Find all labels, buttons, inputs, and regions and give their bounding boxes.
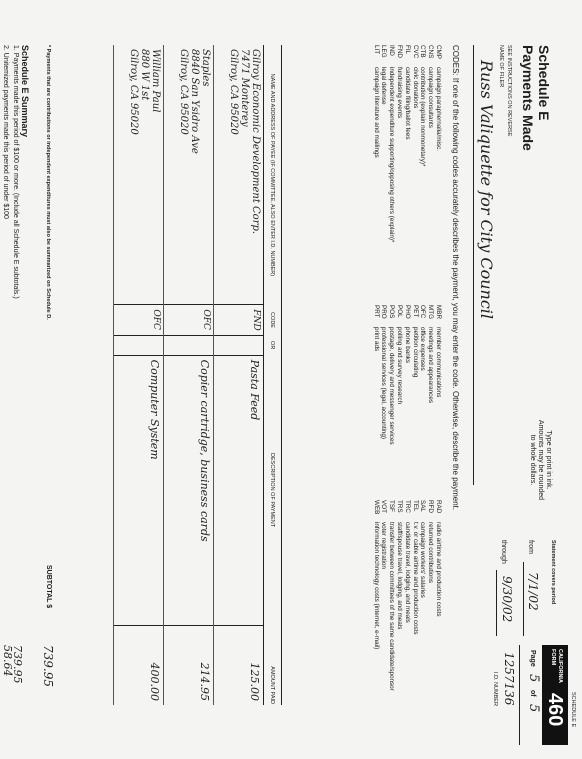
code-key: FND [396,45,404,58]
code-entry [372,500,380,691]
col-header-payee: NAME AND ADDRESS OF PAYEE (IF COMMITTEE, ALSO ENTER I.D. NUMBER) [264,45,282,305]
code-meaning: t.v. or cable airtime and production costs [411,522,419,635]
summary-line-1-label: 1. Payments made this period of $100 or more. (Include all Schedule E subtotals.) [12,45,19,299]
name-of-filer-label: NAME OF FILER [498,45,504,88]
code-key: CVC [411,45,419,59]
table-row [114,45,164,705]
subtotal-value: 739.95 [41,645,55,687]
code-key: CMP [435,45,442,59]
code-meaning: petition circulating [411,327,419,378]
summary-title: Schedule E Summary [20,45,30,138]
amount-paid: 214.95 [164,625,214,705]
amount-paid: 125.00 [214,625,264,705]
code-key: MTG [427,305,435,319]
code-key: RAD [435,500,442,514]
code-key: LIT [372,45,380,55]
code-meaning: fundraising events [396,67,404,119]
col-header-amount: AMOUNT PAID [264,625,282,705]
code-entry [403,45,411,242]
summary-line-1 [10,45,24,705]
payment-code: FND [214,305,264,335]
code-meaning: civic donations [411,67,419,109]
from-value: 7/1/02 [526,572,540,611]
code-entry [380,305,388,445]
payee-name-address [214,45,264,305]
schedule-title-block [520,45,552,151]
code-key: POL [396,305,404,318]
code-meaning: candidate filing/ballot fees [403,67,411,140]
type-note-line-2: Amounts may be rounded [537,419,544,501]
code-meaning: campaign literature and mailings [372,67,380,158]
col-header-description: DESCRIPTION OF PAYMENT [264,355,282,625]
codes-column-3 [372,500,442,691]
code-meaning: returned contributions [427,522,435,583]
code-entry [380,500,388,691]
code-key: RFD [427,500,435,513]
payments-table [113,45,282,705]
code-meaning: independent expenditure supporting/opposing others (explain)* [388,67,396,243]
code-key: PRT [372,305,380,318]
page-value: 5 [526,674,541,683]
code-key: OFC [419,305,427,319]
code-meaning: contribution (explain nonmonetary)* [419,67,427,167]
code-key: TSF [388,500,396,512]
page-label: Page [529,650,536,667]
code-entry [419,500,427,691]
payee-line: 8840 San Ysidro Ave [189,49,200,154]
payments-table-body [114,45,264,705]
col-header-or: OR [264,335,282,355]
code-meaning: candidate travel, lodging, and meals [403,522,411,623]
code-key: LEG [380,45,388,58]
payment-description: Copier cartridge, business cards [164,355,214,625]
code-entry [395,500,403,691]
schedule-subtitle: Payments Made [520,45,536,151]
code-entry [426,500,434,691]
code-entry [419,305,427,445]
code-meaning: polling and survey research [396,327,404,405]
code-entry [411,500,419,691]
schedule-tag: SCHEDULE E [570,692,576,728]
code-key: PET [411,305,419,318]
code-meaning: professional services (legal, accounting) [380,327,388,440]
table-row [214,45,264,705]
code-key: CNS [427,45,435,59]
payee-name-address [164,45,214,305]
code-entry [403,305,411,445]
payee-line: Staples [200,49,211,87]
code-entry [387,45,395,242]
code-meaning: transfer between committees of the same candidate/sponsor [388,522,396,691]
table-header-row [264,45,282,705]
code-key: PHO [403,305,411,319]
code-key: TEL [411,500,419,512]
code-entry [426,45,434,242]
code-meaning: phone banks [403,327,411,364]
code-meaning: campaign workers' salaries [419,522,427,598]
id-number-rule [519,645,520,745]
code-key: MBR [435,305,442,319]
schedule-e-summary [0,45,30,705]
payment-code: OFC [164,305,214,335]
code-entry [403,500,411,691]
payee-line: 7471 Monterey [239,49,250,127]
code-key: VOT [380,500,388,513]
type-note-line-3: to whole dollars. [529,434,536,486]
code-entry [411,45,419,242]
california-form-label: CALIFORNIA FORM [550,649,563,683]
code-meaning: voter registration [380,522,388,569]
code-meaning: postage, delivery and messenger services [388,327,396,445]
code-key: TRC [403,500,411,513]
from-underline [523,562,524,636]
subtotal-row [41,45,55,705]
code-meaning: campaign consultants [427,67,435,128]
code-entry [387,305,395,445]
codes-column-2 [372,305,442,445]
from-label: from [527,540,534,554]
code-key: CTB [419,45,427,58]
filer-name-underline [473,45,474,485]
code-meaning: print ads [372,327,380,352]
id-number: 1257136 [502,652,516,706]
payment-code: OFC [114,305,164,335]
of-value: 5 [526,704,541,713]
amount-paid: 400.00 [114,625,164,705]
summary-line-2 [0,45,14,705]
subtotal-note: * Payments that are contributions or independent expenditures must also be summarized on Schedule D. [45,45,51,320]
payee-line: Gilroy, CA 95020 [228,49,239,135]
code-entry [419,45,427,242]
code-meaning: information technology costs (internet, e-mail) [372,522,380,650]
code-entry [411,305,419,445]
codes-intro: CODES: If one of the following codes accurately describes the payment, you may enter the code. Otherwise, describe the payment. [451,45,460,511]
codes-column-1 [372,45,442,242]
through-label: through [500,540,507,564]
type-note [528,390,552,530]
or-cell [214,335,264,355]
code-key: PRO [380,305,388,319]
payment-description: Pasta Feed [214,355,264,625]
type-note-line-1: Type or print in ink. [545,430,552,490]
table-row [164,45,214,705]
instructions-reference: SEE INSTRUCTIONS ON REVERSE [506,45,512,137]
form-number-box [542,645,568,745]
summary-line-2-value: 58.64 [1,645,14,677]
payment-description: Computer System [114,355,164,625]
payee-line: William Paul [150,49,161,113]
code-meaning: staff/spouse travel, lodging, and meals [396,522,404,630]
code-key: FIL [403,45,411,55]
code-entry [434,305,442,445]
code-meaning: campaign paraphernalia/misc. [435,67,442,152]
code-entry [395,305,403,445]
code-entry [372,305,380,445]
statement-covers-label: Statement covers period [550,540,556,605]
through-underline [496,570,497,636]
code-entry [434,500,442,691]
payee-line: Gilroy, CA 95020 [128,49,139,135]
code-entry [395,45,403,242]
code-key: POS [388,305,396,319]
subtotal-label: SUBTOTAL $ [45,565,52,609]
code-key: TRS [396,500,404,513]
col-header-code: CODE [264,305,282,335]
summary-line-2-label: 2. Unitemized payments made this period of under $100 [2,45,9,219]
code-entry [380,45,388,242]
summary-line-1-value: 739.95 [11,645,24,684]
through-value: 9/30/02 [500,576,514,623]
filer-name: Russ Valiquette for City Council [477,60,496,320]
code-entry [387,500,395,691]
code-meaning: legal defense [380,67,388,105]
id-number-label: I.D. NUMBER [492,672,498,706]
code-key: IND [388,45,396,56]
code-entry [434,45,442,242]
form-number: 460 [544,693,566,727]
of-label: of [529,690,536,697]
schedule-title: Schedule E [536,45,552,121]
or-cell [114,335,164,355]
code-entry [426,305,434,445]
or-cell [164,335,214,355]
code-key: SAL [419,500,427,512]
code-key: WEB [372,500,380,515]
code-meaning: meetings and appearances [427,327,435,403]
payee-name-address [114,45,164,305]
code-meaning: radio airtime and production costs [435,522,442,617]
payee-line: Gilroy, CA 95020 [178,49,189,135]
code-meaning: member communications [435,327,442,398]
code-meaning: office expenses [419,327,427,371]
payee-line: Gilroy Economic Development Corp. [250,49,261,235]
code-entry [372,45,380,242]
payee-line: 880 W 1st [139,49,150,101]
